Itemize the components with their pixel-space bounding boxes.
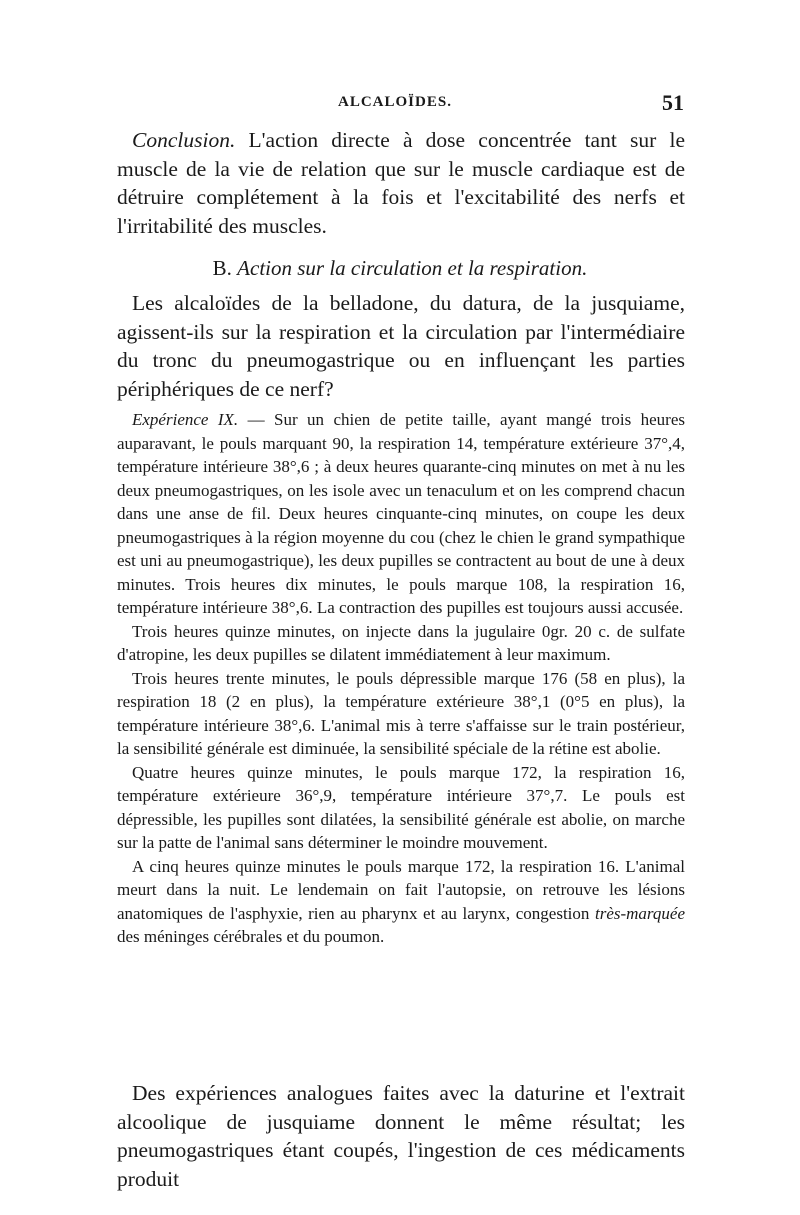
experiment-label: Expérience IX. [132, 410, 239, 429]
page-number: 51 [662, 90, 684, 115]
closing-text: Des expériences analogues faites avec la daturine et l'extrait alcoolique de jusquiame donnent le même résultat; les pneumogastriques étant coupés, l'ingestion de ces médicaments produit [117, 1081, 685, 1191]
experiment-text-1: — Sur un chien de petite taille, ayant mangé trois heures auparavant, le pouls marquant 90, la respiration 14, température extérieure 37°,4, température intérieure 38°,6 ; à deux heures quarante-cinq minutes on met à nu les deux pneumogastriques, on les isole avec un tenaculum et on les comprend chacun dans une anse de fil. Deux heures cinquante-cinq minutes, on coupe les deux pneumogastriques à la région moyenne du cou (chez le chien le grand sympathique est uni au pneumogastrique), les deux pupilles se contractent au bout de une à deux minutes. Trois heures dix minutes, le pouls marque 108, la respiration 16, température intérieure 38°,6. La contraction des pupilles est toujours aussi accusée. [117, 410, 685, 617]
experiment-paragraph-2: Trois heures quinze minutes, on injecte dans la jugulaire 0gr. 20 c. de sulfate d'atropine, les deux pupilles se dilatent immédiatement à leur maximum. [117, 621, 685, 664]
experiment-text-5a: A cinq heures quinze minutes le pouls marque 172, la respiration 16. L'animal meurt dans la nuit. Le lendemain on fait l'autopsie, on retrouve les lésions anatomiques de l'asphyxie, rien au pharynx et au larynx, congestion [117, 856, 685, 923]
experiment-paragraph-4: Quatre heures quinze minutes, le pouls marque 172, la respiration 16, température extérieure 36°,9, température intérieure 37°,7. Le pouls est dépressible, les pupilles sont dilatées, la sensibilité générale est abolie, on marche sur la patte de l'animal sans déterminer le moindre mouvement. [117, 762, 685, 852]
conclusion-text: L'action directe à dose concentrée tant sur le muscle de la vie de relation que sur le muscle cardiaque est de détruire complétement à la fois et l'excitabilité des nerfs et l'irritabilité des muscles. [117, 128, 685, 238]
conclusion-paragraph [117, 126, 685, 240]
experiment-paragraph-3: Trois heures trente minutes, le pouls dépressible marque 176 (58 en plus), la respiration 18 (2 en plus), la température extérieure 38°,1 (0°5 en plus), la température intérieure 38°,6. L'animal mis à terre s'affaisse sur le train postérieur, la sensibilité générale est diminuée, la sensibilité spéciale de la rétine est abolie. [117, 668, 685, 758]
intro-text: Les alcaloïdes de la belladone, du datura, de la jusquiame, agissent-ils sur la respiration et la circulation par l'intermédiaire du tronc du pneumogastrique ou en influençant les parties périphériques de ce nerf? [117, 291, 685, 401]
section-heading [0, 256, 800, 281]
experiment-text-5b: des méninges cérébrales et du poumon. [117, 927, 385, 946]
intro-paragraph [117, 289, 685, 403]
section-number: B. [212, 256, 232, 280]
experiment-text-5-italic: très-marquée [594, 903, 685, 923]
conclusion-label: Conclusion. [132, 128, 236, 152]
page-header [0, 90, 800, 118]
running-head: ALCALOÏDES. [338, 94, 452, 110]
experiment-paragraph-1 [117, 408, 685, 620]
closing-paragraph [117, 1079, 685, 1193]
experiment-paragraph-5 [117, 855, 685, 949]
experiment-block [117, 408, 685, 949]
section-title: Action sur la circulation et la respiration. [237, 256, 588, 280]
